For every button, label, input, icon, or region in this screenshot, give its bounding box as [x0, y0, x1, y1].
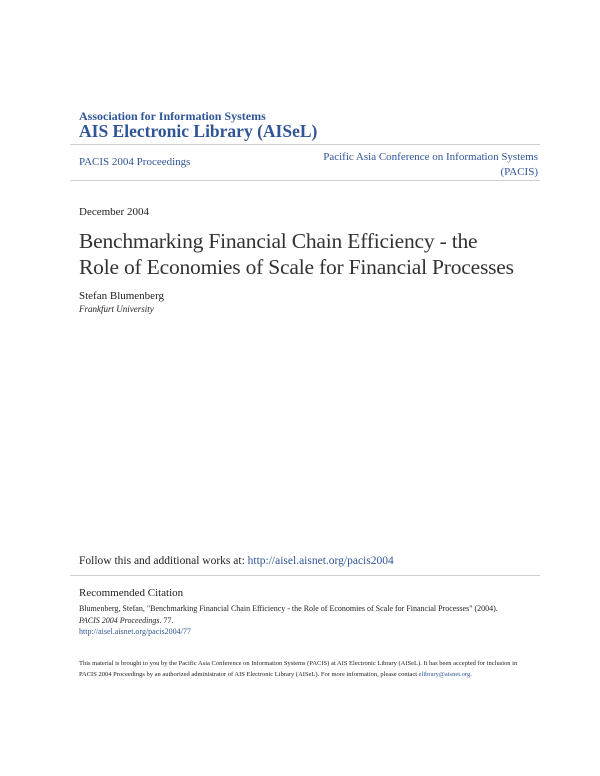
citation-number: . 77. — [159, 615, 174, 625]
conference-link[interactable] — [298, 150, 538, 180]
conference-link-line2: (PACIS) — [500, 166, 538, 178]
follow-link[interactable]: http://aisel.aisnet.org/pacis2004 — [247, 555, 394, 567]
publication-date: December 2004 — [79, 206, 149, 218]
follow-text: Follow this and additional works at: — [79, 555, 248, 567]
follow-line — [79, 555, 394, 567]
citation-link[interactable]: http://aisel.aisnet.org/pacis2004/77 — [79, 627, 191, 636]
proceedings-link[interactable]: PACIS 2004 Proceedings — [79, 156, 191, 168]
organization-name: Association for Information Systems — [79, 109, 266, 123]
paper-title — [79, 228, 549, 280]
citation-source: PACIS 2004 Proceedings — [79, 615, 160, 625]
author-name: Stefan Blumenberg — [79, 290, 165, 302]
library-link[interactable]: AIS Electronic Library (AISeL) — [79, 121, 318, 141]
citation-block — [79, 603, 529, 638]
conference-link-line1: Pacific Asia Conference on Information Systems — [323, 151, 538, 163]
author-affiliation: Frankfurt University — [79, 304, 154, 314]
paper-title-line2: Role of Economies of Scale for Financial Processes — [79, 255, 514, 279]
citation-text: Blumenberg, Stefan, "Benchmarking Financial Chain Efficiency - the Role of Economies of Scale for Financial Processes" (2004). — [79, 604, 498, 613]
contact-email-link[interactable]: elibrary@aisnet.org — [418, 671, 471, 679]
paper-title-line1: Benchmarking Financial Chain Efficiency - the — [79, 229, 478, 253]
divider — [70, 144, 540, 145]
copyright-notice — [79, 658, 529, 681]
divider — [70, 575, 540, 576]
recommended-citation-heading: Recommended Citation — [79, 587, 184, 599]
divider — [70, 180, 540, 181]
notice-text: This material is brought to you by the Pacific Asia Conference on Information Systems (PACIS) at AIS Electronic Library (AISeL). It has been accepted for inclusion in PACIS 2004 Proceedings by an authorized administrator of AIS Electronic Library (AISeL). For more information, please contact — [79, 660, 518, 679]
notice-end: . — [470, 671, 472, 679]
